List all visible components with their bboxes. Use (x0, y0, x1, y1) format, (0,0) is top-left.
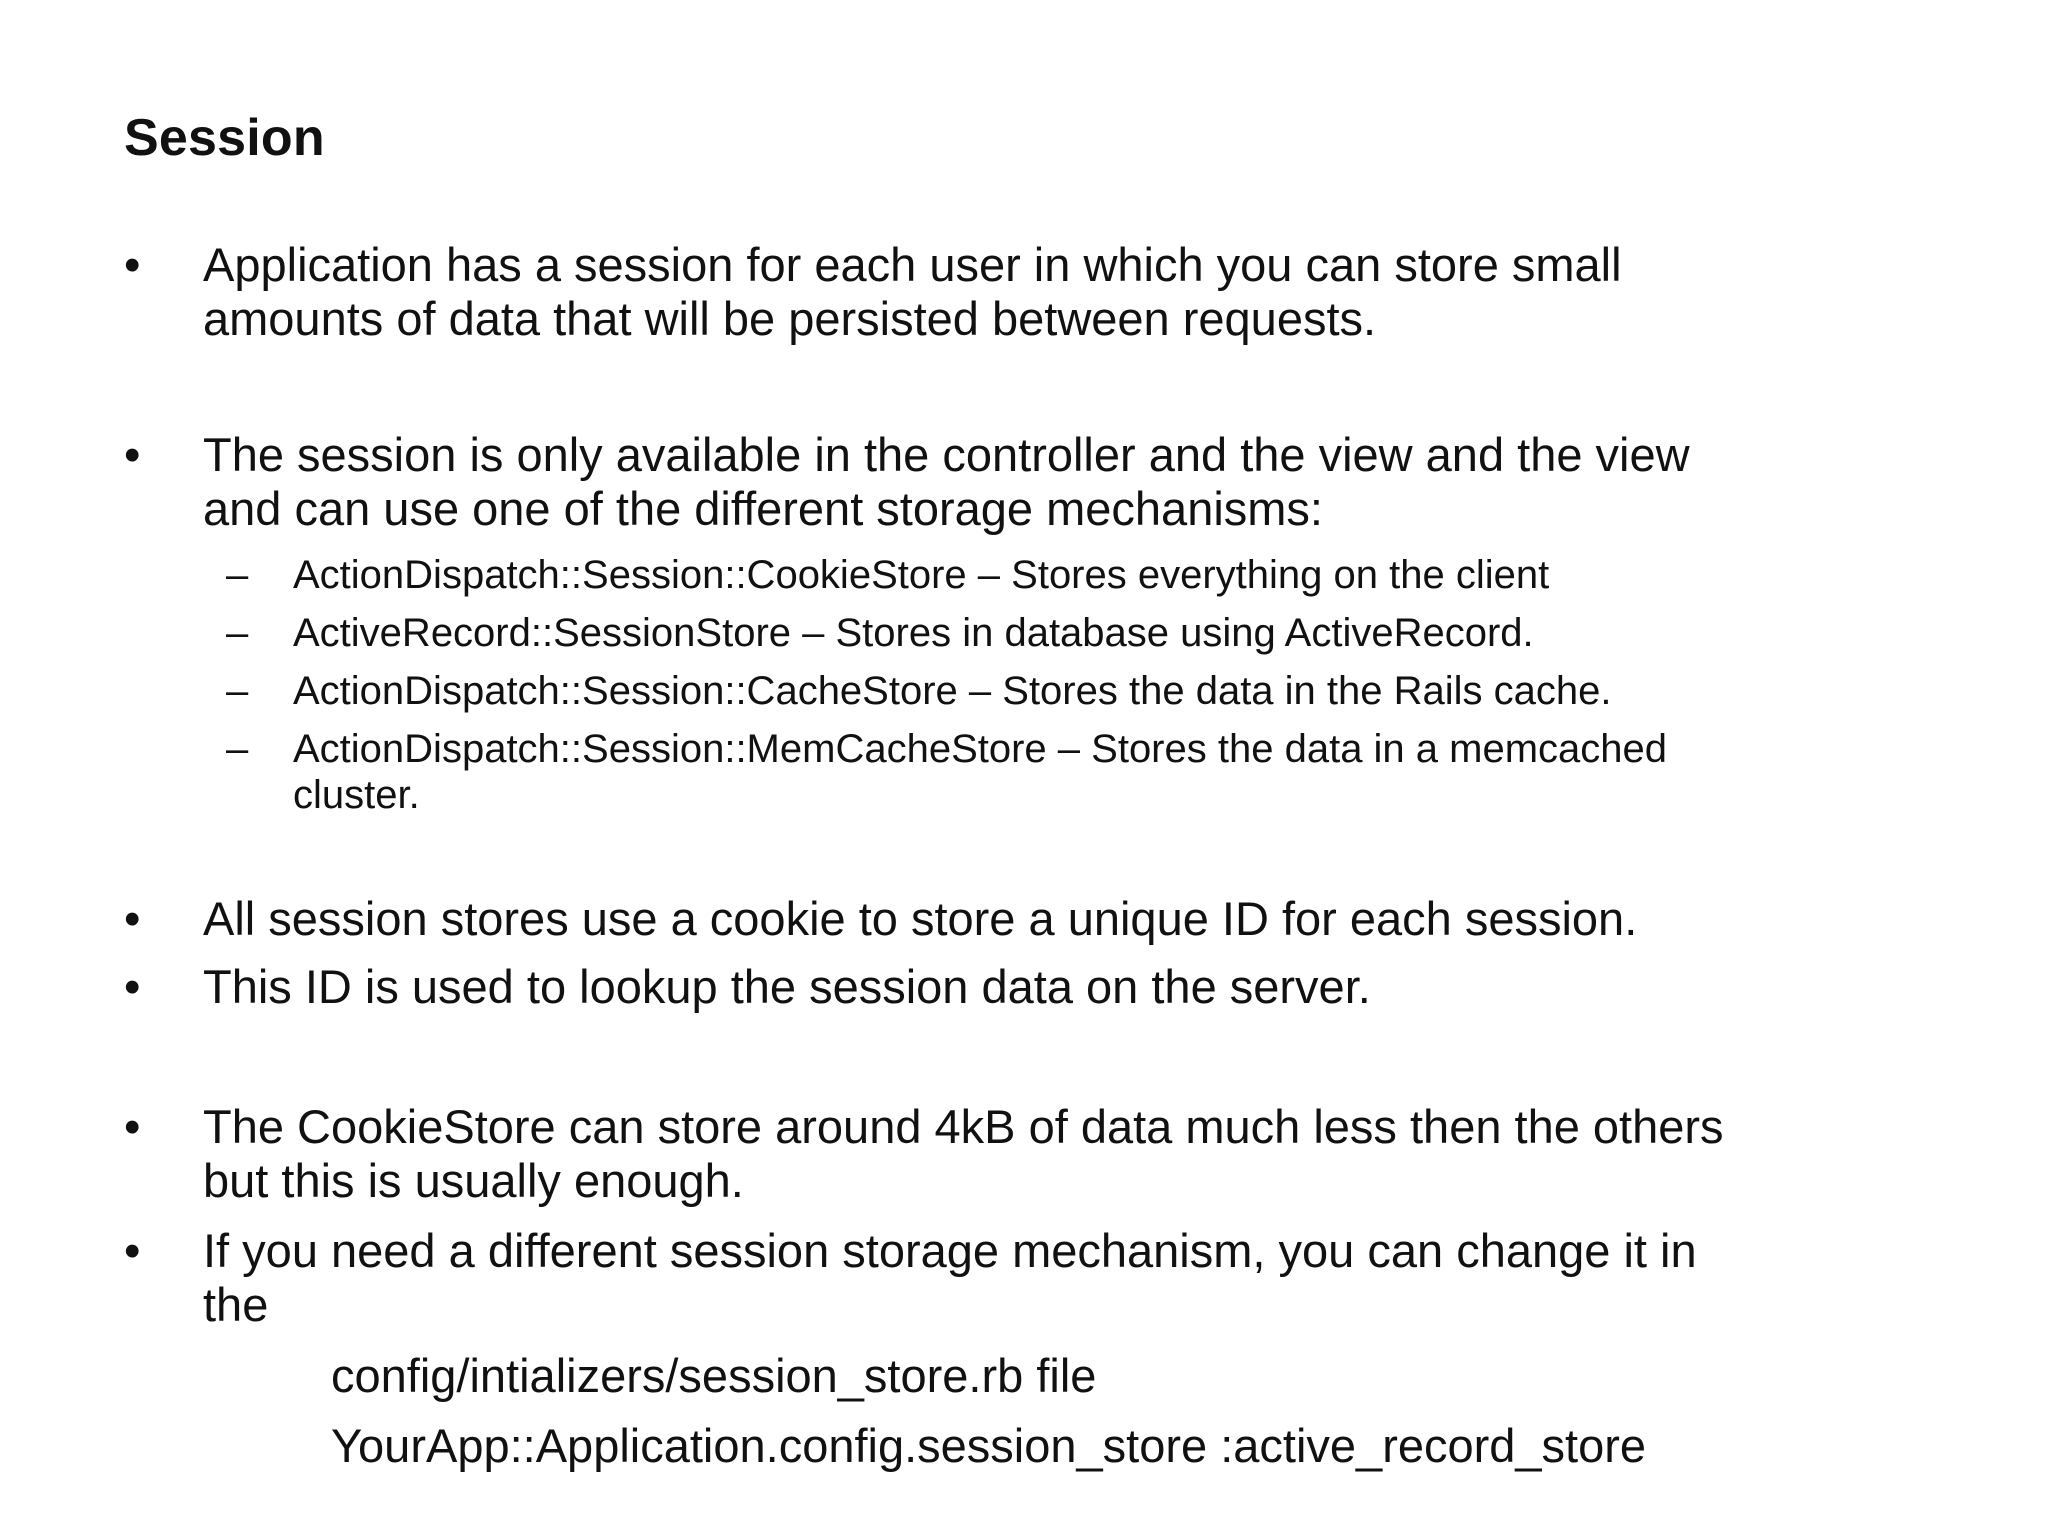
bullet-icon: • (124, 1100, 141, 1153)
dash-icon: – (226, 669, 249, 713)
config-file-path: config/intializers/session_store.rb file (331, 1349, 1097, 1402)
config-code-line: YourApp::Application.config.session_store :active_record_store (331, 1419, 1647, 1472)
sub-bullet-text: ActionDispatch::Session::MemCacheStore – Stores the data in a memcached cluster. (293, 727, 1668, 817)
bullet-icon: • (124, 892, 141, 945)
bullet-text: All session stores use a cookie to store a unique ID for each session. (203, 892, 1638, 945)
bullet-icon: • (124, 1224, 141, 1277)
dash-icon: – (226, 553, 249, 597)
sub-bullet-text: ActionDispatch::Session::CacheStore – Stores the data in the Rails cache. (293, 669, 1612, 713)
bullet-text: Application has a session for each user in which you can store small amounts of data that will be persisted between requests. (203, 238, 1622, 345)
dash-icon: – (226, 727, 249, 771)
sub-bullet-text: ActionDispatch::Session::CookieStore – Stores everything on the client (293, 553, 1550, 597)
bullet-icon: • (124, 960, 141, 1013)
bullet-icon: • (124, 238, 141, 291)
dash-icon: – (226, 611, 249, 655)
slide-title: Session (124, 109, 325, 167)
bullet-text: The session is only available in the controller and the view and the view and can use one of the different storage mechanisms: (203, 428, 1690, 535)
bullet-icon: • (124, 428, 141, 481)
bullet-text: If you need a different session storage mechanism, you can change it in the (203, 1224, 1697, 1331)
sub-bullet-text: ActiveRecord::SessionStore – Stores in database using ActiveRecord. (293, 611, 1534, 655)
bullet-text: The CookieStore can store around 4kB of data much less then the others but this is usually enough. (203, 1100, 1724, 1207)
bullet-text: This ID is used to lookup the session data on the server. (203, 960, 1371, 1013)
